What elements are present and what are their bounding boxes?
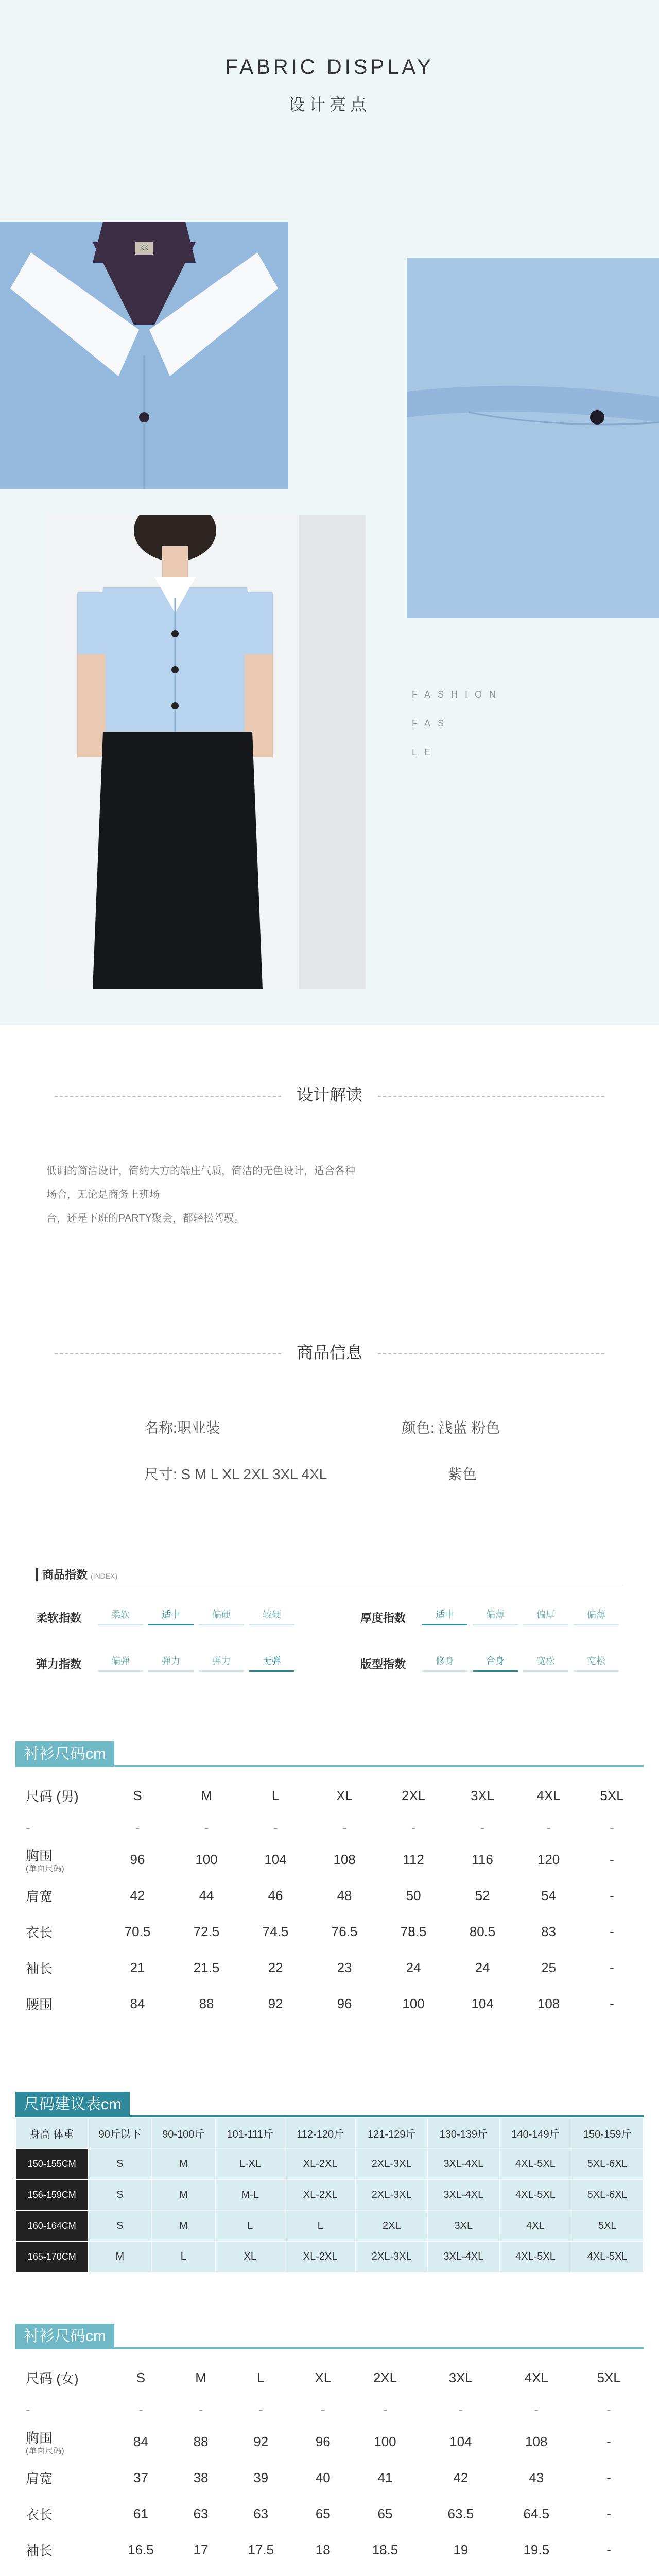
table-cell [348,2568,423,2576]
table-cell: - [320,2401,325,2417]
scale-label: 柔软指数 [36,1612,82,1624]
female-model-image [46,515,366,989]
table-cell: - [610,1819,614,1835]
male-recommend-table [15,2117,644,2273]
table-cell: 63 [253,2505,269,2521]
table-header: 4XL [524,2369,548,2385]
table-header: XL [336,1787,353,1803]
table-cell: 104 [449,2433,472,2449]
table-cell: 17 [193,2541,209,2557]
product-info-heading [0,1340,659,1363]
table-cell: 74.5 [262,1923,289,1939]
table-cell: 4XL-5XL [499,2149,571,2180]
table-cell: 41 [377,2469,393,2485]
table-cell: 63 [193,2505,209,2521]
row-sublabel: (单面尺码) [26,1864,64,1873]
table-cell: - [342,1819,347,1835]
table-cell: 肩宽 [26,2470,53,2486]
fit-scale [360,1654,624,1672]
table-cell: 腰围 [26,1996,53,2012]
elasticity-scale [36,1654,300,1672]
table-cell: L-XL [215,2149,285,2180]
row-label: 胸围 [26,2430,53,2446]
scale-label: 厚度指数 [360,1612,406,1624]
table-cell: S [88,2211,151,2242]
table-cell: 5XL-6XL [571,2180,644,2211]
table-row [16,2242,644,2273]
table-cell: L [152,2242,216,2273]
table-row [16,2180,644,2211]
scale-option: 偏硬 [199,1607,244,1625]
table-cell: 120 [537,1851,560,1867]
table-cell [299,2568,347,2576]
table-cell [223,2568,299,2576]
table-cell: - [606,2401,611,2417]
scale-option: 偏弹 [98,1654,143,1672]
table-cell: - [480,1819,485,1835]
table-header: 130-139斤 [428,2118,500,2149]
table-row [16,2211,644,2242]
table-cell: 46 [268,1887,283,1903]
table-cell: - [546,1819,551,1835]
index-title [36,1566,117,1582]
male-size-table [15,1777,644,2022]
table-cell: 19.5 [523,2541,550,2557]
table-cell [103,2568,179,2576]
table-cell [574,2568,644,2576]
table-cell [423,2568,498,2576]
table-cell: XL-2XL [285,2149,355,2180]
table-cell: 70.5 [124,1923,151,1939]
table-row [15,2460,644,2496]
male-recommend-title: 尺码建议表cm [15,2092,130,2117]
table-cell: 42 [130,1887,145,1903]
table-cell: 3XL-4XL [428,2149,500,2180]
table-cell: - [26,2401,30,2417]
table-cell: - [204,1819,209,1835]
table-cell: 38 [193,2469,209,2485]
fabric-display-section [0,0,659,1025]
table-cell: 4XL-5XL [571,2242,644,2273]
table-header: S [136,2369,146,2385]
table-cell: 肩宽 [26,1888,53,1904]
scale-option-selected: 适中 [148,1607,194,1625]
table-row [15,2532,644,2568]
scale-option: 较硬 [249,1607,294,1625]
table-cell: 3XL [428,2211,500,2242]
table-cell: 2XL-3XL [356,2180,428,2211]
table-cell: - [610,1923,614,1939]
table-row [15,1950,644,1986]
table-cell [498,2568,574,2576]
table-cell: 84 [130,1995,145,2011]
table-header: L [257,2369,265,2385]
scale-option: 弹力 [199,1654,244,1672]
scale-option: 弹力 [148,1654,194,1672]
table-cell: 83 [541,1923,557,1939]
table-header: 身高 体重 [16,2118,89,2149]
table-cell: 63.5 [447,2505,474,2521]
table-header: M [195,2369,206,2385]
female-size-table [15,2360,644,2576]
side-word: FAS [412,718,452,728]
table-cell: 100 [374,2433,396,2449]
table-cell: 61 [133,2505,148,2521]
table-cell: 2XL-3XL [356,2149,428,2180]
table-cell: - [273,1819,278,1835]
table-cell [15,2424,103,2460]
male-size-table-title: 衬衫尺码cm [15,1741,114,1767]
table-cell: 2XL [356,2211,428,2242]
scale-option: 偏厚 [523,1607,568,1625]
table-header-row [15,2360,644,2396]
table-cell: 5XL-6XL [571,2149,644,2180]
scale-option: 柔软 [98,1607,143,1625]
table-row [15,1986,644,2022]
table-header: 101-111斤 [215,2118,285,2149]
table-cell: - [411,1819,416,1835]
table-header: 112-120斤 [285,2118,355,2149]
table-cell: 100 [402,1995,425,2011]
table-cell: 21.5 [193,1959,220,1975]
table-cell: M [88,2242,151,2273]
table-cell: XL-2XL [285,2180,355,2211]
table-cell: M-L [215,2180,285,2211]
product-name: 名称:职业装 [144,1420,220,1436]
table-cell [15,1841,103,1877]
table-header: L [271,1787,280,1803]
divider [378,1096,604,1097]
product-sizes: 尺寸: S M L XL 2XL 3XL 4XL [144,1466,327,1482]
design-heading [0,1082,659,1106]
table-cell: 54 [541,1887,557,1903]
scale-option: 偏薄 [574,1607,619,1625]
table-header: 121-129斤 [356,2118,428,2149]
table-header: 尺码 (男) [26,1788,79,1804]
table-cell: 40 [315,2469,331,2485]
table-header: 90斤以下 [88,2118,151,2149]
table-cell: 92 [253,2433,269,2449]
table-cell: 108 [333,1851,356,1867]
design-line: 场合，无论是商务上班场 [46,1189,160,1200]
table-cell: L [215,2211,285,2242]
table-cell: 衣长 [26,1924,53,1940]
table-row [15,1841,644,1877]
table-cell: - [606,2505,611,2521]
table-cell: - [138,2401,143,2417]
table-cell: - [610,1887,614,1903]
table-header: 140-149斤 [499,2118,571,2149]
table-cell: - [458,2401,463,2417]
table-cell: XL-2XL [285,2242,355,2273]
table-cell: 96 [130,1851,145,1867]
table-cell: 44 [199,1887,214,1903]
table-cell: 108 [525,2433,548,2449]
garment-label: KK [140,244,149,251]
table-cell: 25 [541,1959,557,1975]
table-row [15,2496,644,2532]
table-row [15,2396,644,2424]
table-cell: 24 [406,1959,421,1975]
table-cell: - [610,1851,614,1867]
fabric-title: FABRIC DISPLAY [225,56,434,78]
table-cell: 65 [377,2505,393,2521]
thickness-scale [360,1607,624,1625]
product-info-heading-text: 商品信息 [296,1343,362,1362]
side-word: LE [412,747,438,757]
table-cell: 3XL-4XL [428,2180,500,2211]
side-word: FASHION [412,689,504,700]
table-cell: 24 [475,1959,490,1975]
table-cell: 23 [337,1959,352,1975]
table-cell: - [610,1995,614,2011]
index-note: (INDEX) [91,1572,118,1580]
table-cell: 42 [453,2469,469,2485]
scale-option: 偏薄 [473,1607,518,1625]
table-cell: 3XL-4XL [428,2242,500,2273]
female-size-table-title: 衬衫尺码cm [15,2324,114,2349]
table-cell: 96 [315,2433,331,2449]
table-row [15,2568,644,2576]
table-cell: 80.5 [469,1923,496,1939]
row-sublabel: (单面尺码) [26,2446,64,2455]
table-row [15,1814,644,1841]
table-cell: - [610,1959,614,1975]
scale-option-selected: 无弹 [249,1654,294,1672]
table-header: 4XL [536,1787,561,1803]
scale-option: 宽松 [574,1654,619,1672]
table-cell: 21 [130,1959,145,1975]
table-cell: 88 [199,1995,214,2011]
table-header: M [201,1787,212,1803]
table-header: 5XL [597,2369,621,2385]
table-cell: 65 [315,2505,331,2521]
table-cell: 16.5 [128,2541,154,2557]
table-row [15,1913,644,1950]
table-cell: 104 [264,1851,287,1867]
table-cell: 76.5 [331,1923,358,1939]
table-header-row [15,1777,644,1814]
table-cell: 18 [315,2541,331,2557]
height-cell: 150-155CM [16,2149,89,2180]
table-cell: 104 [471,1995,494,2011]
design-line: 合，还是下班的PARTY聚会，都轻松驾驭。 [46,1213,245,1224]
scale-label: 弹力指数 [36,1658,82,1671]
index-title-text: 商品指数 [36,1568,88,1581]
table-cell: 72.5 [193,1923,220,1939]
table-cell: S [88,2149,151,2180]
table-cell: - [26,1819,30,1835]
table-cell: XL [215,2242,285,2273]
fashion-side-words [412,680,503,767]
table-cell: - [383,2401,388,2417]
divider [378,1353,604,1354]
table-header: 5XL [600,1787,624,1803]
table-cell: - [258,2401,263,2417]
table-cell: 48 [337,1887,352,1903]
table-header: 150-159斤 [571,2118,644,2149]
scale-option-selected: 适中 [422,1607,467,1625]
design-description [46,1159,613,1230]
collar-closeup-image [0,222,288,489]
table-header: 90-100斤 [152,2118,216,2149]
table-cell: 37 [133,2469,148,2485]
table-cell [179,2568,223,2576]
scale-option: 宽松 [523,1654,568,1672]
design-heading-text: 设计解读 [296,1086,362,1104]
design-line: 低调的简洁设计，简约大方的端庄气质，简洁的无色设计，适合各种 [46,1165,355,1177]
table-header: 尺码 (女) [26,2370,79,2386]
scale-option: 修身 [422,1654,467,1672]
table-cell: 108 [537,1995,560,2011]
table-cell: 43 [529,2469,544,2485]
table-cell: - [534,2401,539,2417]
table-cell: 100 [195,1851,218,1867]
table-header: 3XL [470,1787,495,1803]
table-cell: S [88,2180,151,2211]
softness-scale [36,1607,300,1625]
table-cell: - [606,2433,611,2449]
table-cell: 112 [403,1851,424,1867]
table-cell: - [135,1819,140,1835]
table-cell [15,2568,103,2576]
table-header-row [16,2118,644,2149]
table-cell: 袖长 [26,1960,53,1976]
table-cell: 17.5 [248,2541,274,2557]
table-cell: 84 [133,2433,148,2449]
table-cell: 19 [453,2541,469,2557]
table-header: XL [315,2369,332,2385]
table-cell: 92 [268,1995,283,2011]
fabric-subtitle: 设计亮点 [288,95,371,114]
scale-label: 版型指数 [360,1658,406,1671]
table-cell: L [285,2211,355,2242]
table-cell: 78.5 [400,1923,427,1939]
table-header: 3XL [448,2369,473,2385]
height-cell: 156-159CM [16,2180,89,2211]
table-header: 2XL [401,1787,426,1803]
table-cell: 衣长 [26,2506,53,2522]
table-cell: 4XL-5XL [499,2242,571,2273]
table-cell: M [152,2211,216,2242]
table-cell: 2XL-3XL [356,2242,428,2273]
table-cell: 96 [337,1995,352,2011]
cuff-closeup-image [407,258,659,618]
table-cell: 50 [406,1887,421,1903]
table-cell: 4XL [499,2211,571,2242]
divider [55,1096,281,1097]
table-header: S [133,1787,142,1803]
table-cell: M [152,2149,216,2180]
product-color-extra: 紫色 [448,1466,477,1482]
table-cell: 5XL [571,2211,644,2242]
table-cell: M [152,2180,216,2211]
table-cell: 袖长 [26,2543,53,2558]
table-row [15,2424,644,2460]
row-label: 胸围 [26,1848,53,1863]
height-cell: 160-164CM [16,2211,89,2242]
table-row [15,1877,644,1913]
height-cell: 165-170CM [16,2242,89,2273]
divider [55,1353,281,1354]
table-cell: 4XL-5XL [499,2180,571,2211]
table-cell: 18.5 [372,2541,398,2557]
table-cell: - [606,2469,611,2485]
table-cell: 88 [193,2433,209,2449]
scale-option-selected: 合身 [473,1654,518,1672]
table-cell: - [198,2401,203,2417]
table-cell: 116 [472,1851,493,1867]
table-cell: 39 [253,2469,269,2485]
product-colors: 颜色: 浅蓝 粉色 [402,1420,500,1436]
table-header: 2XL [373,2369,397,2385]
table-cell: - [606,2541,611,2557]
table-row [16,2149,644,2180]
table-cell: 64.5 [523,2505,550,2521]
table-cell: 52 [475,1887,490,1903]
table-cell: 22 [268,1959,283,1975]
